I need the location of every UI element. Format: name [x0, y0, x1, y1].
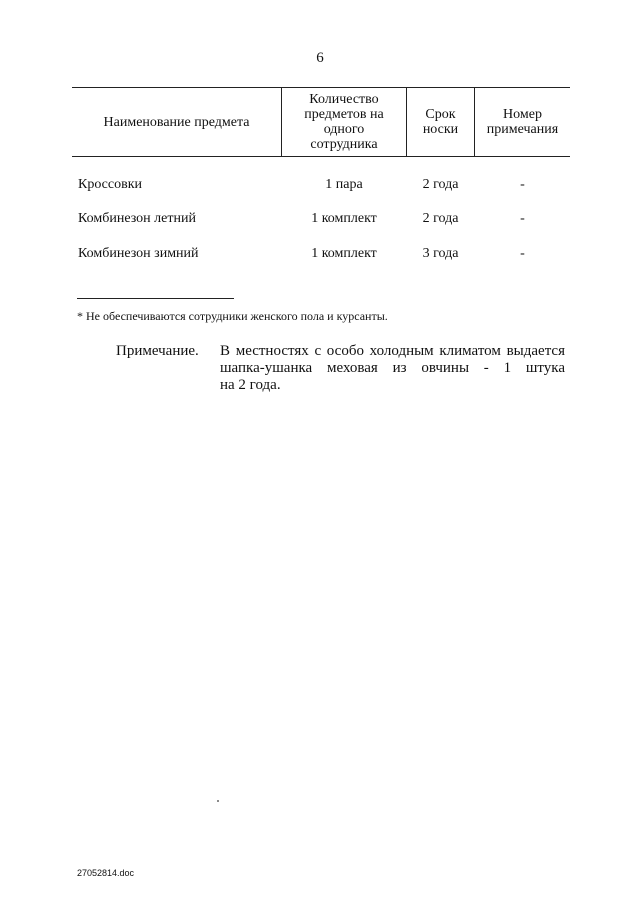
header-quantity-line: Количество	[309, 92, 379, 107]
header-quantity	[282, 88, 406, 156]
row-name: Комбинезон зимний	[78, 246, 199, 261]
row-name: Комбинезон летний	[78, 211, 196, 226]
footnote: * Не обеспечиваются сотрудники женского пола и курсанты.	[77, 309, 388, 323]
table-header-bottom-rule	[72, 156, 570, 157]
row-note: -	[520, 211, 525, 226]
header-quantity-line: сотрудника	[310, 137, 378, 152]
row-quantity: 1 пара	[325, 177, 363, 192]
header-name-text: Наименование предмета	[103, 114, 250, 130]
row-name: Кроссовки	[78, 177, 143, 192]
header-quantity-line: одного	[323, 122, 365, 137]
note-line: В местностях с особо холодным климатом выдается	[220, 343, 565, 359]
note-label: Примечание.	[116, 343, 199, 359]
row-quantity: 1 комплект	[311, 211, 377, 226]
row-note: -	[520, 177, 525, 192]
row-term: 3 года	[422, 246, 459, 261]
note-line: шапка-ушанка меховая из овчины - 1 штука	[220, 360, 565, 376]
scan-speck	[217, 800, 219, 802]
header-name	[72, 88, 281, 156]
header-note-line: примечания	[486, 122, 559, 137]
row-note: -	[520, 246, 525, 261]
header-term	[407, 88, 474, 156]
note-text	[220, 343, 565, 394]
page-number: 6	[316, 50, 324, 66]
row-term: 2 года	[422, 177, 459, 192]
header-note-number	[475, 88, 570, 156]
note-line: на 2 года.	[220, 377, 281, 393]
header-term-line: носки	[422, 122, 459, 137]
header-quantity-line: предметов на	[304, 107, 384, 122]
header-term-line: Срок	[425, 107, 456, 122]
file-name: 27052814.doc	[77, 868, 135, 878]
row-quantity: 1 комплект	[311, 246, 377, 261]
footnote-separator	[77, 298, 234, 299]
header-note-line: Номер	[503, 107, 542, 122]
row-term: 2 года	[422, 211, 459, 226]
